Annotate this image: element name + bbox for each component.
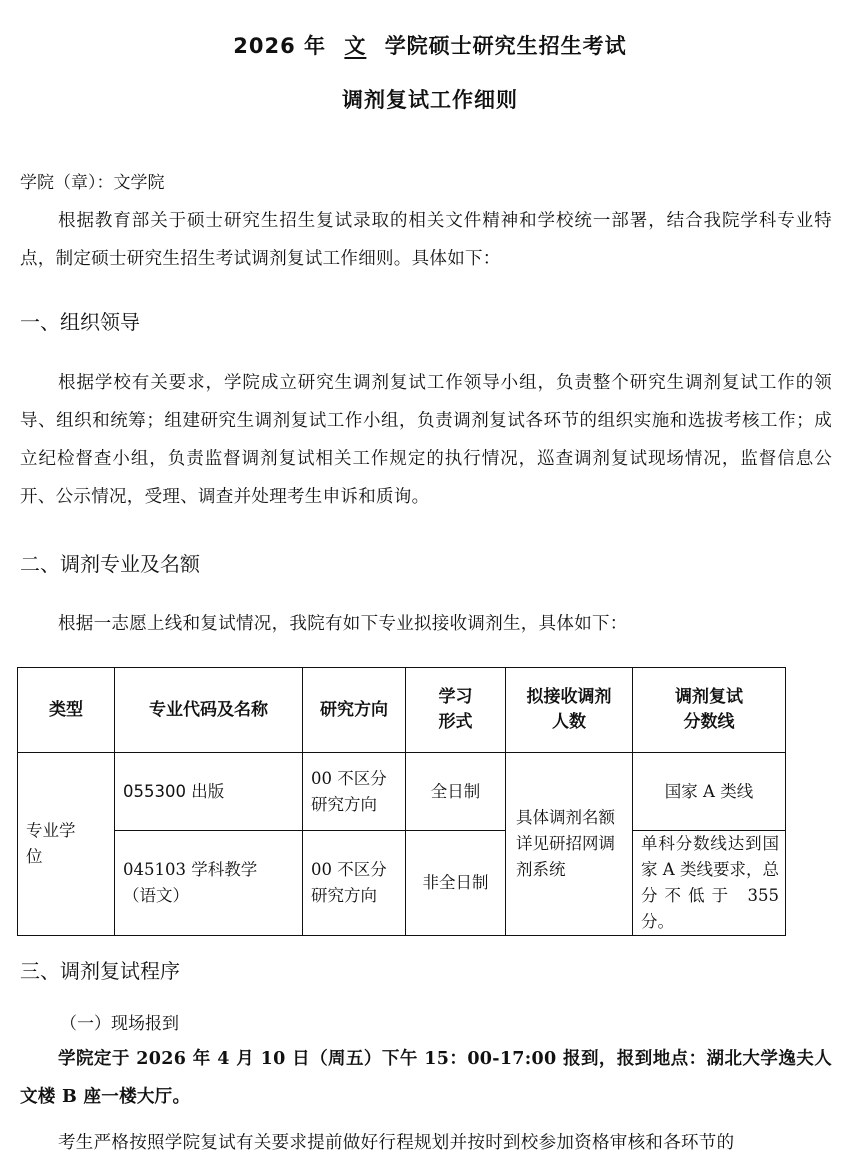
intro-paragraph: 根据教育部关于硕士研究生招生复试录取的相关文件精神和学校统一部署，结合我院学科专业特点，制定硕士研究生招生考试调剂复试工作细则。具体如下： [20, 211, 832, 269]
title-college-blank: 文 [344, 34, 367, 58]
title-year: 2026 年 [233, 34, 327, 58]
quota-table [17, 667, 786, 936]
section-body-organization: 根据学校有关要求，学院成立研究生调剂复试工作领导小组，负责整个研究生调剂复试工作的领导、组织和统筹；组建研究生调剂复试工作小组，负责调剂复试各环节的组织实施和选拔考核工作；成立纪检督查小组，负责监督调剂复试相关工作规定的执行情况，巡查调剂复试现场情况，监督信息公开、公示情况，受理、调查并处理考生申诉和质询。 [20, 373, 832, 507]
header-mode: 学习 形式 [406, 668, 506, 753]
section-heading-procedure: 三、调剂复试程序 [20, 959, 180, 983]
section-heading-majors: 二、调剂专业及名额 [20, 552, 200, 576]
cell-major: 055300 出版 [115, 753, 303, 831]
cell-type: 专业学 位 [18, 753, 115, 936]
document-subtitle: 调剂复试工作细则 [342, 88, 518, 112]
cell-direction: 00 不区分 研究方向 [303, 831, 406, 936]
cell-mode: 非全日制 [406, 831, 506, 936]
cell-mode: 全日制 [406, 753, 506, 831]
header-major: 专业代码及名称 [115, 668, 303, 753]
header-score: 调剂复试 分数线 [633, 668, 786, 753]
cell-major: 045103 学科教学 （语文） [115, 831, 303, 936]
header-type: 类型 [18, 668, 115, 753]
title-rest: 学院硕士研究生招生考试 [384, 34, 627, 58]
header-direction: 研究方向 [303, 668, 406, 753]
section-heading-organization: 一、组织领导 [20, 310, 140, 334]
registration-note: 考生严格按照学院复试有关要求提前做好行程规划并按时到校参加资格审核和各环节的 [58, 1133, 735, 1153]
header-quota: 拟接收调剂 人数 [506, 668, 633, 753]
subsection-registration: （一）现场报到 [60, 1014, 179, 1034]
college-label: 学院（章）：文学院 [20, 173, 165, 193]
table-row [18, 753, 786, 831]
cell-score: 国家 A 类线 [633, 753, 786, 831]
cell-score: 单科分数线达到国家 A 类线要求，总分不低于 355 分。 [633, 831, 786, 936]
document-title [0, 30, 860, 60]
table-header-row [18, 668, 786, 753]
cell-direction: 00 不区分 研究方向 [303, 753, 406, 831]
section-body-majors: 根据一志愿上线和复试情况，我院有如下专业拟接收调剂生，具体如下： [58, 614, 628, 634]
quota-text: 具体调剂名额详见研招网调剂系统 [516, 808, 615, 879]
cell-quota [506, 753, 633, 936]
table-row [18, 831, 786, 936]
registration-details: 学院定于 2026 年 4 月 10 日（周五）下午 15：00-17:00 报到，报到地点：湖北大学逸夫人文楼 B 座一楼大厅。 [20, 1049, 832, 1107]
